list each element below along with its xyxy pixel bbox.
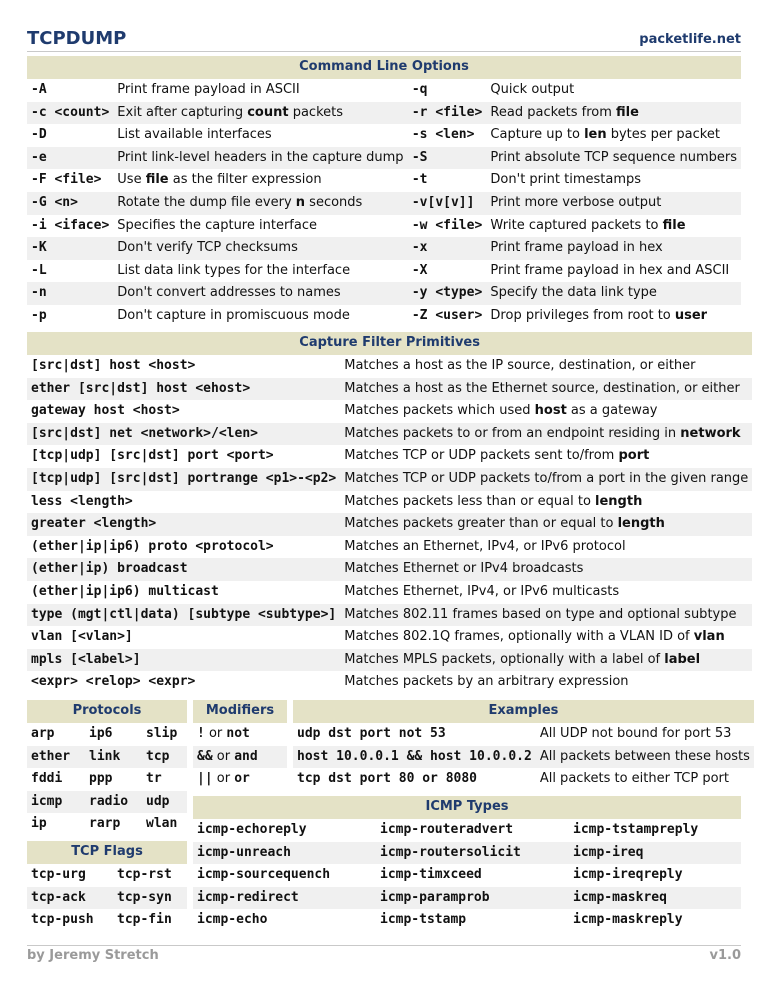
option-flag: -L	[31, 262, 47, 278]
icmp-type: icmp-sourcequench	[197, 867, 331, 883]
modifier-segment: &&	[197, 748, 213, 764]
option-flag: -F <file>	[31, 172, 102, 188]
tcp-flag: tcp-urg	[31, 867, 86, 882]
table-row	[27, 468, 752, 491]
option-flag: -c <count>	[27, 102, 113, 125]
table-row	[27, 536, 752, 559]
protocol-keyword: ip6	[89, 726, 113, 741]
table-row	[27, 491, 752, 514]
option-description	[486, 305, 741, 328]
option-description	[486, 147, 741, 170]
icmp-type: icmp-timxceed	[380, 867, 482, 883]
option-description	[113, 124, 408, 147]
primitive-description-segment: Matches packets greater than or equal to	[344, 516, 618, 532]
option-description	[486, 260, 741, 283]
table-row	[27, 746, 187, 769]
primitives-table	[27, 332, 752, 694]
table-row	[27, 423, 752, 446]
protocols-table	[27, 700, 187, 836]
table-row	[193, 887, 741, 910]
modifiers-table	[193, 700, 287, 791]
table-row	[27, 723, 187, 746]
modifier-segment: or	[212, 748, 235, 764]
option-description-segment: Capture up to	[490, 127, 585, 143]
option-description-segment: Don't capture in promiscuous mode	[117, 307, 350, 323]
protocol-keyword: icmp	[27, 791, 85, 814]
table-row	[27, 378, 752, 401]
primitive-syntax: [tcp|udp] [src|dst] port <port>	[31, 448, 274, 464]
primitive-syntax: greater <length>	[27, 513, 340, 536]
option-description-segment: Specify the data link type	[490, 285, 657, 301]
option-description-segment: Print absolute TCP sequence numbers	[490, 149, 737, 165]
modifier	[193, 723, 287, 746]
option-description	[113, 147, 408, 170]
primitive-syntax: ether [src|dst] host <ehost>	[27, 378, 340, 401]
option-description	[486, 237, 741, 260]
primitive-description-segment: Matches TCP or UDP packets sent to/from	[344, 448, 619, 464]
option-description	[486, 79, 741, 102]
icmp-type: icmp-tstamp	[380, 912, 467, 928]
primitive-description	[340, 581, 752, 604]
protocol-keyword: tcp	[142, 746, 187, 769]
primitive-description-segment: Matches an Ethernet, IPv4, or IPv6 protocol	[344, 538, 626, 554]
options-heading: Command Line Options	[27, 56, 741, 79]
table-row	[27, 649, 752, 672]
option-description	[113, 282, 408, 305]
modifier-segment: ||	[197, 771, 213, 787]
option-description-segment: List available interfaces	[117, 127, 272, 143]
tcp-flag: tcp-syn	[113, 887, 187, 910]
footer-rule	[27, 945, 741, 946]
primitive-description	[340, 558, 752, 581]
option-description-segment: Don't print timestamps	[490, 172, 642, 188]
examples-heading: Examples	[293, 700, 754, 723]
primitive-description	[340, 513, 752, 536]
icmp-type: icmp-unreach	[193, 842, 376, 865]
protocol-keyword: radio	[85, 791, 142, 814]
footer	[27, 948, 741, 963]
option-flag: -Z <user>	[411, 307, 483, 323]
primitive-description-segment: Matches packets which used	[344, 403, 535, 419]
tcp-flags-table	[27, 841, 187, 932]
icmp-type: icmp-tstampreply	[573, 822, 699, 837]
footer-author: by Jeremy Stretch	[27, 948, 159, 963]
option-flag: -x	[408, 237, 487, 260]
option-flag: -n	[27, 282, 113, 305]
table-row	[27, 791, 187, 814]
option-description-segment: len	[584, 127, 607, 143]
option-description-segment: Print more verbose output	[490, 194, 662, 210]
protocol-keyword: wlan	[146, 816, 178, 832]
table-row	[27, 237, 741, 260]
table-row	[27, 768, 187, 791]
option-description-segment: Don't convert addresses to names	[117, 285, 341, 301]
primitive-description	[340, 649, 752, 672]
protocol-keyword: rarp	[89, 816, 121, 832]
table-row	[27, 215, 741, 238]
modifiers-heading: Modifiers	[193, 700, 287, 723]
example-description: All packets between these hosts	[536, 746, 754, 769]
primitive-description	[340, 355, 752, 378]
protocol-keyword: ppp	[89, 771, 113, 787]
option-description-segment: Read packets from	[490, 104, 617, 120]
primitive-syntax: [tcp|udp] [src|dst] portrange <p1>-<p2>	[27, 468, 340, 491]
protocols-heading: Protocols	[27, 700, 187, 723]
primitive-description-segment: Matches TCP or UDP packets to/from a port in the given range	[344, 470, 749, 486]
primitive-description-segment: network	[680, 425, 741, 441]
primitive-description-segment: Matches a host as the IP source, destination, or either	[344, 358, 696, 373]
option-flag: -D	[31, 127, 47, 143]
footer-version: v1.0	[709, 948, 741, 963]
table-row	[27, 79, 741, 102]
modifier	[193, 746, 287, 769]
tcp-flag: tcp-rst	[117, 867, 172, 882]
option-description-segment: Quick output	[490, 82, 575, 97]
primitive-syntax: (ether|ip|ip6) proto <protocol>	[31, 538, 274, 554]
protocol-keyword: fddi	[31, 771, 63, 787]
option-description-segment: seconds	[305, 194, 363, 210]
primitive-syntax: (ether|ip) broadcast	[27, 558, 340, 581]
option-description-segment: List data link types for the interface	[117, 262, 351, 278]
primitive-syntax: vlan [<vlan>]	[31, 629, 133, 645]
protocol-keyword: link	[85, 746, 142, 769]
primitive-syntax: <expr> <relop> <expr>	[31, 674, 196, 690]
option-description-segment: Don't verify TCP checksums	[117, 240, 298, 256]
option-description-segment: Use	[117, 172, 146, 188]
primitive-syntax: [src|dst] net <network>/<len>	[27, 423, 340, 446]
primitive-syntax: [src|dst] host <host>	[31, 358, 196, 373]
option-flag: -e	[27, 147, 113, 170]
table-row	[193, 842, 741, 865]
option-flag: -y <type>	[408, 282, 487, 305]
icmp-type: icmp-paramprob	[376, 887, 569, 910]
example-description: All UDP not bound for port 53	[539, 726, 732, 741]
option-description-segment: Specifies the capture interface	[117, 217, 317, 233]
primitive-syntax: type (mgt|ctl|data) [subtype <subtype>]	[27, 604, 340, 627]
table-row	[27, 626, 752, 649]
icmp-types-table	[193, 796, 741, 932]
option-flag: -r <file>	[408, 102, 487, 125]
icmp-type: icmp-ireq	[569, 842, 741, 865]
option-description	[486, 215, 741, 238]
table-row	[27, 813, 187, 836]
icmp-type: icmp-ireqreply	[573, 867, 683, 883]
option-flag: -p	[31, 307, 47, 323]
protocol-keyword: ip	[31, 816, 47, 832]
tcp-flag: tcp-ack	[27, 887, 113, 910]
example-description: All packets to either TCP port	[539, 771, 729, 787]
icmp-type: icmp-routersolicit	[376, 842, 569, 865]
primitive-description	[340, 626, 752, 649]
table-row	[193, 909, 741, 932]
example-expression: udp dst port not 53	[297, 726, 446, 741]
primitive-syntax: less <length>	[31, 493, 133, 509]
option-description-segment: Rotate the dump file every	[117, 194, 296, 210]
header-rule	[27, 51, 741, 52]
option-description	[113, 215, 408, 238]
table-row	[27, 260, 741, 283]
option-flag: -S	[408, 147, 487, 170]
primitive-description	[340, 468, 752, 491]
option-flag: -v[v[v]]	[408, 192, 487, 215]
primitive-description-segment: Matches 802.1Q frames, optionally with a VLAN ID of	[344, 629, 694, 645]
tcp-flags-heading: TCP Flags	[27, 841, 187, 864]
protocol-keyword: ether	[27, 746, 85, 769]
option-flag: -s <len>	[411, 127, 475, 143]
page-title: TCPDUMP	[27, 28, 127, 49]
option-description	[113, 102, 408, 125]
table-row	[27, 124, 741, 147]
protocol-keyword: slip	[146, 726, 178, 741]
primitive-description-segment: Matches packets to or from an endpoint residing in	[344, 425, 681, 441]
primitive-description	[340, 671, 752, 694]
option-description-segment: Print frame payload in ASCII	[117, 82, 300, 97]
table-row	[193, 768, 287, 791]
header	[27, 28, 741, 50]
icmp-heading: ICMP Types	[193, 796, 741, 819]
option-description	[113, 192, 408, 215]
protocol-keyword: udp	[142, 791, 187, 814]
primitive-description-segment: length	[595, 493, 643, 509]
primitive-description-segment: length	[617, 516, 665, 532]
table-row	[27, 282, 741, 305]
option-flag: -K	[27, 237, 113, 260]
tcp-flag: tcp-push	[31, 912, 94, 928]
table-row	[27, 147, 741, 170]
primitive-description-segment: Matches Ethernet, IPv4, or IPv6 multicasts	[344, 583, 620, 599]
option-description	[486, 102, 741, 125]
option-description	[113, 169, 408, 192]
modifier-segment: or	[234, 771, 250, 787]
table-row	[27, 604, 752, 627]
option-description-segment: Print link-level headers in the capture dump	[117, 149, 404, 165]
option-description-segment: file	[616, 104, 639, 120]
table-row	[27, 355, 752, 378]
primitive-syntax: mpls [<label>]	[27, 649, 340, 672]
primitive-description-segment: vlan	[693, 629, 725, 645]
option-description	[113, 305, 408, 328]
primitive-syntax: (ether|ip|ip6) multicast	[31, 583, 219, 599]
primitive-description	[340, 604, 752, 627]
example-expression: tcp dst port 80 or 8080	[297, 771, 478, 787]
table-row	[27, 169, 741, 192]
table-row	[27, 445, 752, 468]
icmp-type: icmp-echo	[197, 912, 268, 928]
modifier-segment: not	[226, 726, 250, 741]
icmp-type: icmp-maskreply	[573, 912, 683, 928]
option-description	[113, 79, 408, 102]
table-row	[193, 723, 287, 746]
table-row	[27, 513, 752, 536]
site-link[interactable]: packetlife.net	[639, 32, 741, 47]
option-flag: -X	[411, 262, 428, 278]
option-flag: -w <file>	[411, 217, 483, 233]
modifier-segment: !	[197, 726, 205, 741]
primitive-description-segment: Matches a host as the Ethernet source, destination, or either	[344, 380, 740, 396]
table-row	[27, 887, 187, 910]
option-description	[486, 282, 741, 305]
option-flag: -G <n>	[27, 192, 113, 215]
table-row	[27, 558, 752, 581]
modifier-segment: or	[212, 771, 235, 787]
examples-table	[293, 700, 754, 791]
tcp-flag: tcp-fin	[117, 912, 172, 928]
option-description-segment: bytes per packet	[606, 127, 720, 143]
example-expression: host 10.0.0.1 && host 10.0.0.2	[293, 746, 536, 769]
primitive-description	[340, 423, 752, 446]
table-row	[27, 909, 187, 932]
primitive-description-segment: Matches Ethernet or IPv4 broadcasts	[344, 561, 584, 577]
option-description-segment: count	[247, 104, 289, 120]
primitives-heading: Capture Filter Primitives	[27, 332, 752, 355]
option-flag: -A	[31, 82, 47, 97]
primitive-description	[340, 491, 752, 514]
option-description-segment: Print frame payload in hex	[490, 240, 663, 256]
table-row	[27, 581, 752, 604]
option-description-segment: file	[145, 172, 169, 188]
table-row	[193, 864, 741, 887]
table-row	[27, 102, 741, 125]
primitive-description-segment: as a gateway	[566, 403, 658, 419]
primitive-description	[340, 445, 752, 468]
modifier-segment: and	[234, 748, 258, 764]
primitive-description	[340, 536, 752, 559]
option-description-segment: Exit after capturing	[117, 104, 248, 120]
primitive-description	[340, 400, 752, 423]
table-row	[293, 723, 754, 746]
modifier	[193, 768, 287, 791]
protocol-keyword: arp	[31, 726, 55, 741]
option-description	[486, 169, 741, 192]
option-description-segment: Write captured packets to	[490, 217, 663, 233]
icmp-type: icmp-maskreq	[569, 887, 741, 910]
option-flag: -t	[411, 172, 428, 188]
primitive-description-segment: Matches packets less than or equal to	[344, 493, 596, 509]
primitive-syntax: gateway host <host>	[31, 403, 180, 419]
option-description	[486, 192, 741, 215]
icmp-type: icmp-echoreply	[197, 822, 307, 837]
option-description	[486, 124, 741, 147]
primitive-description-segment: label	[664, 651, 701, 667]
option-description-segment: Print frame payload in hex and ASCII	[490, 262, 730, 278]
option-description-segment: packets	[288, 104, 344, 120]
icmp-type: icmp-redirect	[193, 887, 376, 910]
option-description-segment: Drop privileges from root to	[490, 307, 675, 323]
option-description-segment: n	[295, 194, 306, 210]
options-table	[27, 56, 741, 328]
option-description	[113, 260, 408, 283]
option-flag: -q	[411, 82, 428, 97]
icmp-type: icmp-routeradvert	[380, 822, 514, 837]
option-description-segment: user	[674, 307, 708, 323]
option-flag: -i <iface>	[31, 217, 110, 233]
option-description-segment: as the filter expression	[168, 172, 322, 188]
table-row	[293, 746, 754, 769]
primitive-description-segment: port	[618, 448, 650, 464]
table-row	[193, 746, 287, 769]
table-row	[27, 864, 187, 887]
primitive-description	[340, 378, 752, 401]
table-row	[193, 819, 741, 842]
modifier-segment: or	[204, 726, 227, 741]
table-row	[27, 192, 741, 215]
primitive-description-segment: Matches MPLS packets, optionally with a label of	[344, 651, 665, 667]
option-description	[113, 237, 408, 260]
primitive-description-segment: Matches packets by an arbitrary expression	[344, 674, 629, 690]
primitive-description-segment: host	[534, 403, 567, 419]
table-row	[27, 671, 752, 694]
table-row	[293, 768, 754, 791]
option-description-segment: file	[662, 217, 686, 233]
protocol-keyword: tr	[146, 771, 162, 787]
primitive-description-segment: Matches 802.11 frames based on type and optional subtype	[344, 606, 737, 622]
table-row	[27, 305, 741, 328]
table-row	[27, 400, 752, 423]
